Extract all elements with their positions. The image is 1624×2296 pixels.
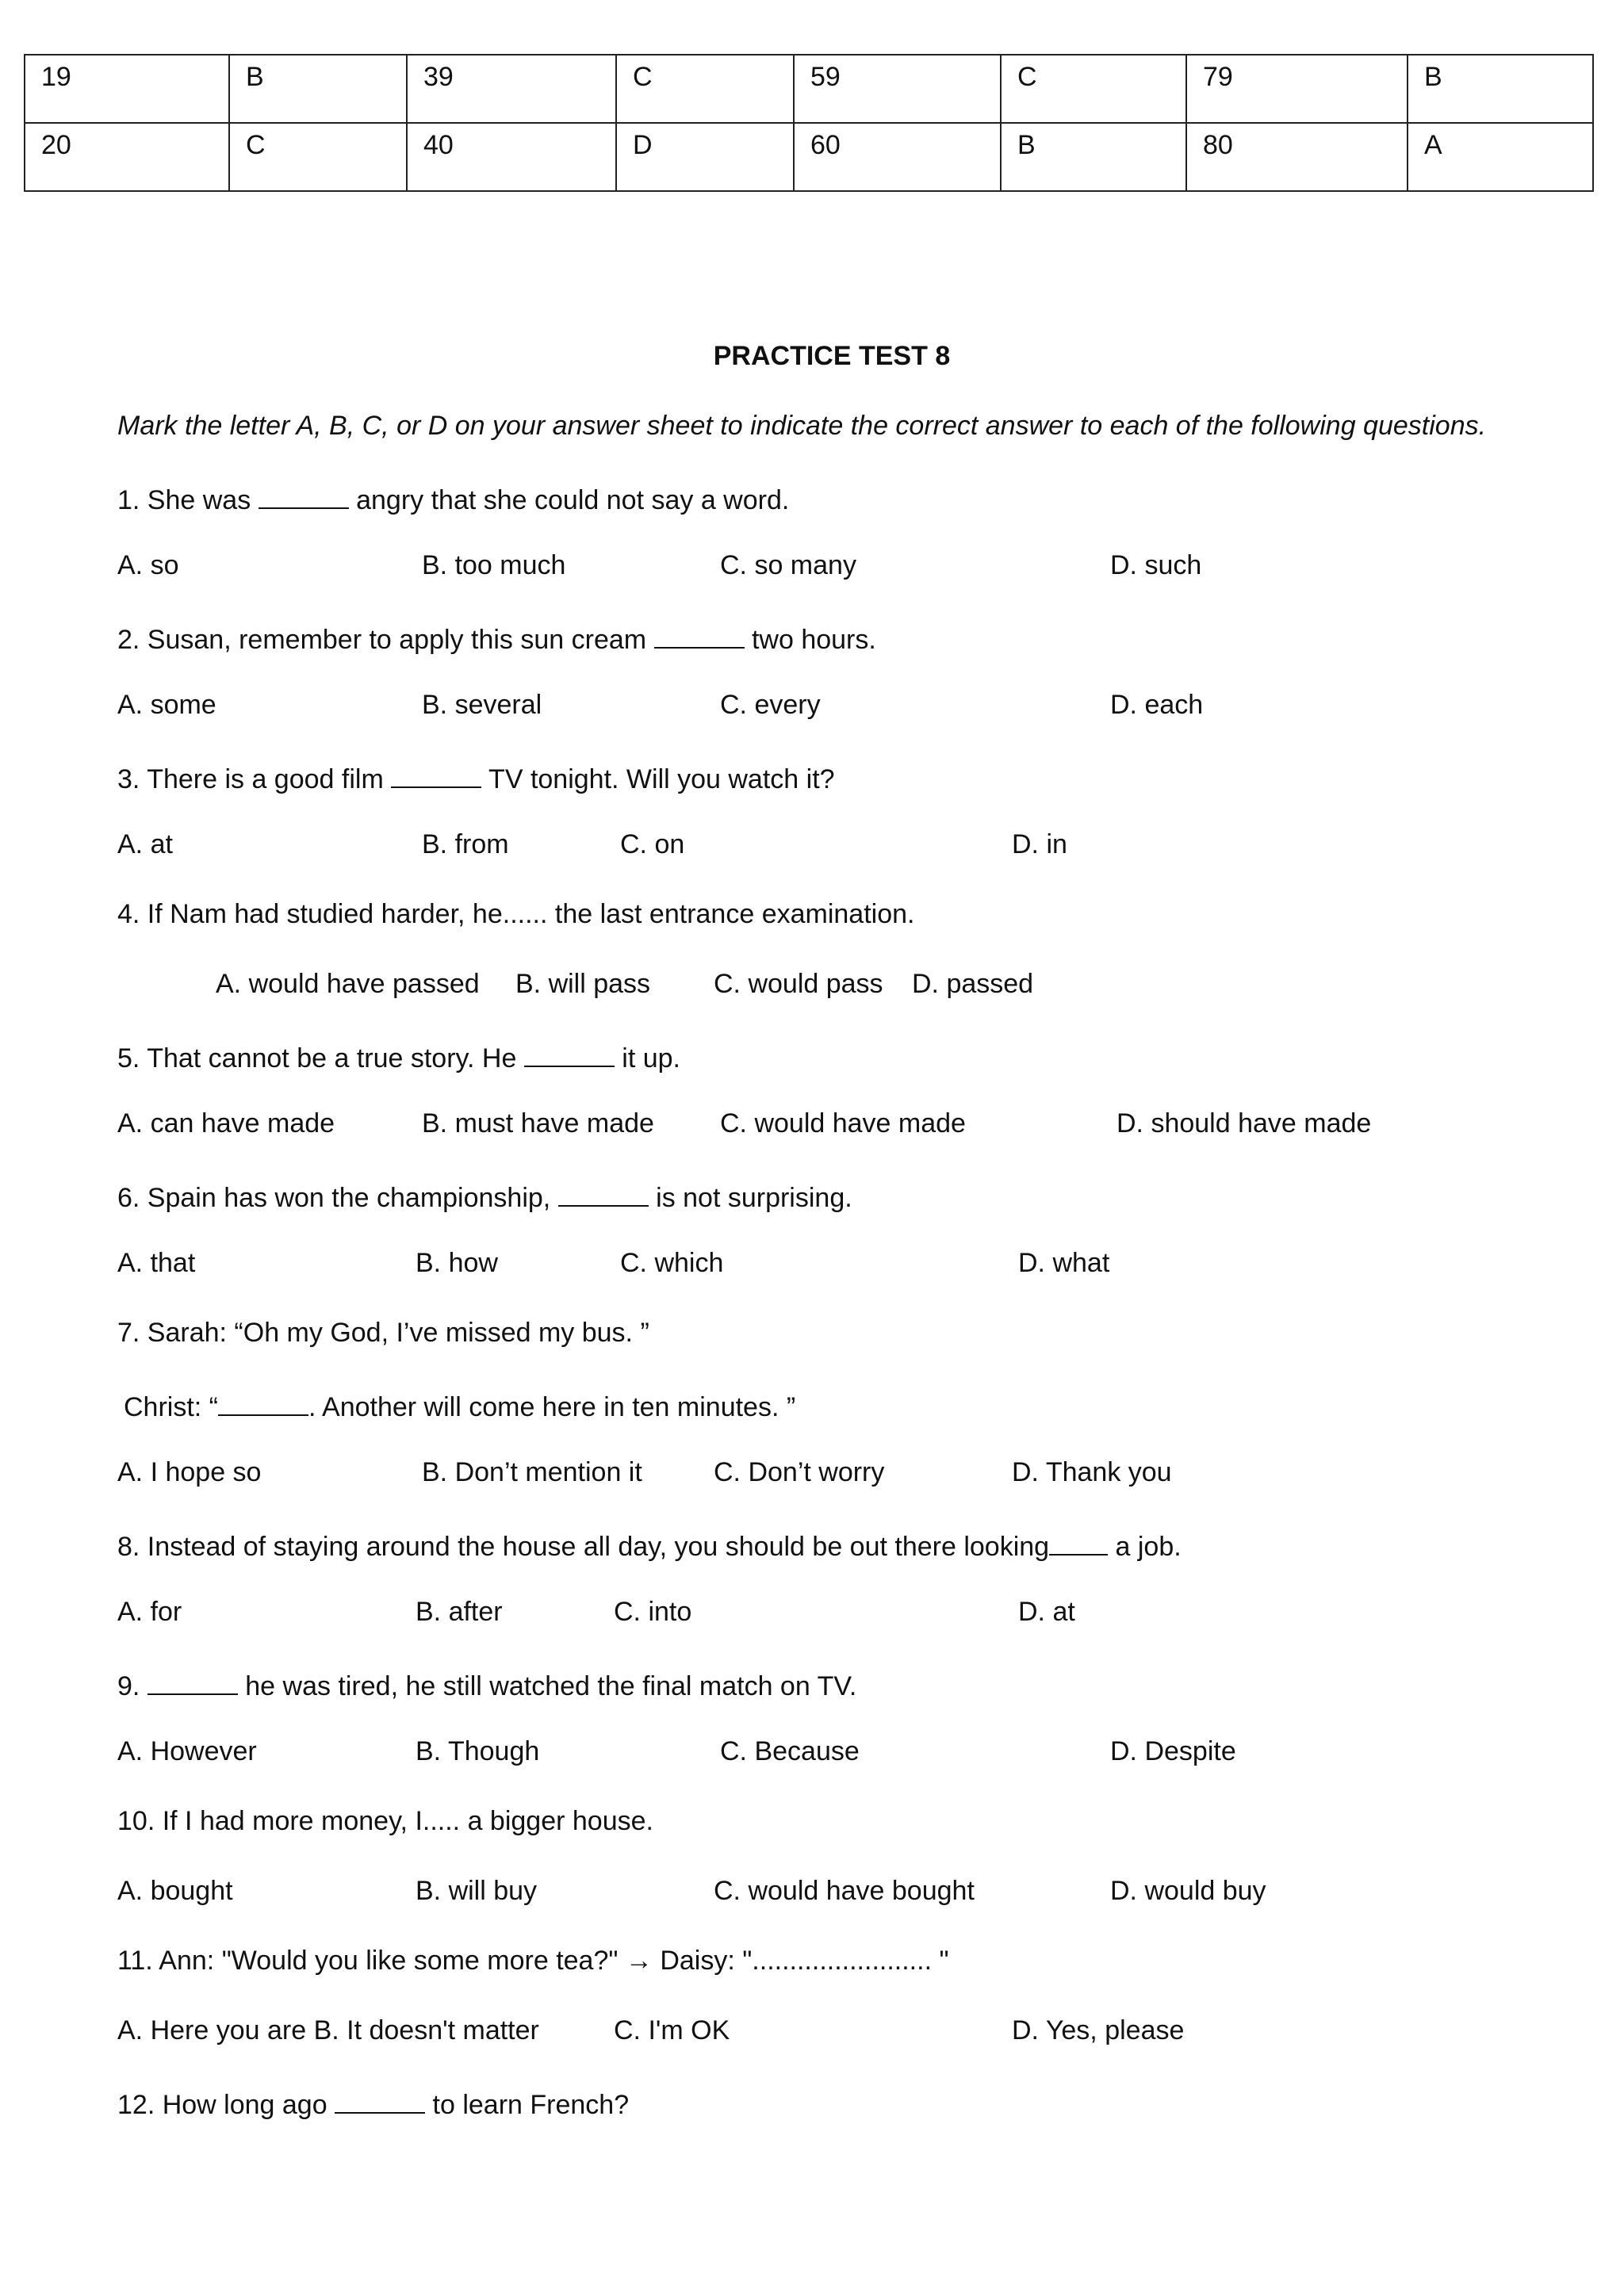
table-cell: B	[1408, 55, 1593, 123]
question-11: 11. Ann: "Would you like some more tea?" → Daisy: "........................ "	[117, 1946, 949, 1976]
table-cell: 20	[25, 123, 229, 191]
page-title: PRACTICE TEST 8	[713, 341, 951, 371]
option-d: D. Yes, please	[1012, 2015, 1185, 2045]
option-b: B. several	[422, 690, 542, 720]
answer-blank	[1049, 1527, 1108, 1556]
option-b: B. Don’t mention it	[422, 1457, 642, 1487]
question-9: 9. he was tired, he still watched the final match on TV.	[117, 1667, 856, 1702]
option-a: A. that	[117, 1248, 196, 1278]
answer-blank	[391, 760, 481, 788]
table-cell: A	[1408, 123, 1593, 191]
option-d: D. in	[1012, 829, 1067, 859]
question-5: 5. That cannot be a true story. He it up.	[117, 1039, 680, 1074]
option-a: A. However	[117, 1736, 257, 1766]
option-d: D. would buy	[1110, 1876, 1266, 1906]
question-6: 6. Spain has won the championship, is not surprising.	[117, 1178, 852, 1214]
option-b: B. after	[416, 1597, 503, 1627]
option-a: A. so	[117, 550, 179, 580]
option-c: C. on	[620, 829, 685, 859]
option-c: C. into	[614, 1597, 692, 1627]
option-d: D. at	[1018, 1597, 1075, 1627]
table-cell: C	[616, 55, 794, 123]
table-cell: 40	[407, 123, 616, 191]
question-12: 12. How long ago to learn French?	[117, 2085, 629, 2121]
option-d: D. what	[1018, 1248, 1110, 1278]
option-c: C. so many	[720, 550, 856, 580]
option-d: D. such	[1110, 550, 1202, 580]
option-d: D. Thank you	[1012, 1457, 1172, 1487]
option-c: C. I'm OK	[614, 2015, 730, 2045]
option-c: C. would have bought	[714, 1876, 975, 1906]
table-row	[25, 123, 1593, 191]
answer-key-table	[24, 54, 1594, 192]
table-cell: 60	[794, 123, 1001, 191]
table-cell: B	[229, 55, 407, 123]
option-d: D. should have made	[1116, 1108, 1372, 1138]
answer-blank	[259, 480, 349, 509]
option-c: C. would have made	[720, 1108, 966, 1138]
option-b: B. from	[422, 829, 509, 859]
table-cell: 19	[25, 55, 229, 123]
option-b: B. Though	[416, 1736, 540, 1766]
question-7: 7. Sarah: “Oh my God, I’ve missed my bus. ”	[117, 1318, 649, 1348]
instruction-text: Mark the letter A, B, C, or D on your answer sheet to indicate the correct answer to each of the following questions.	[117, 411, 1487, 441]
answer-blank	[218, 1387, 308, 1416]
option-c: C. Because	[720, 1736, 860, 1766]
option-a: A. bought	[117, 1876, 233, 1906]
option-a: A. I hope so	[117, 1457, 262, 1487]
answer-blank	[558, 1178, 649, 1207]
table-cell: C	[1001, 55, 1186, 123]
option-a: A. can have made	[117, 1108, 335, 1138]
question-2: 2. Susan, remember to apply this sun cream two hours.	[117, 620, 876, 656]
table-cell: D	[616, 123, 794, 191]
option-c: C. every	[720, 690, 821, 720]
question-4: 4. If Nam had studied harder, he...... the last entrance examination.	[117, 899, 915, 929]
table-cell: 79	[1186, 55, 1408, 123]
table-cell: B	[1001, 123, 1186, 191]
option-b: B. will buy	[416, 1876, 538, 1906]
option-c: C. Don’t worry	[714, 1457, 885, 1487]
option-b: B. will pass	[515, 969, 651, 999]
option-b: B. too much	[422, 550, 566, 580]
option-d: D. Despite	[1110, 1736, 1236, 1766]
answer-blank	[335, 2085, 425, 2114]
table-cell: 59	[794, 55, 1001, 123]
question-1: 1. She was angry that she could not say a word.	[117, 480, 789, 516]
option-c: C. which	[620, 1248, 724, 1278]
answer-blank	[524, 1039, 615, 1067]
option-b: B. how	[416, 1248, 498, 1278]
table-cell: C	[229, 123, 407, 191]
option-d: D. passed	[912, 969, 1034, 999]
question-8: 8. Instead of staying around the house all day, you should be out there looking a job.	[117, 1527, 1182, 1563]
option-a: A. at	[117, 829, 173, 859]
table-cell: 80	[1186, 123, 1408, 191]
option-a: A. some	[117, 690, 216, 720]
table-row	[25, 55, 1593, 123]
question-3: 3. There is a good film TV tonight. Will you watch it?	[117, 760, 835, 795]
option-c: C. would pass	[714, 969, 883, 999]
option-a-b: A. Here you are B. It doesn't matter	[117, 2015, 539, 2045]
table-cell: 39	[407, 55, 616, 123]
option-d: D. each	[1110, 690, 1204, 720]
question-10: 10. If I had more money, I..... a bigger house.	[117, 1806, 653, 1836]
option-a: A. would have passed	[216, 969, 480, 999]
answer-blank	[147, 1667, 238, 1695]
answer-blank	[654, 620, 745, 649]
option-b: B. must have made	[422, 1108, 654, 1138]
option-a: A. for	[117, 1597, 182, 1627]
question-7-reply: Christ: “ . Another will come here in ten minutes. ”	[124, 1387, 795, 1423]
